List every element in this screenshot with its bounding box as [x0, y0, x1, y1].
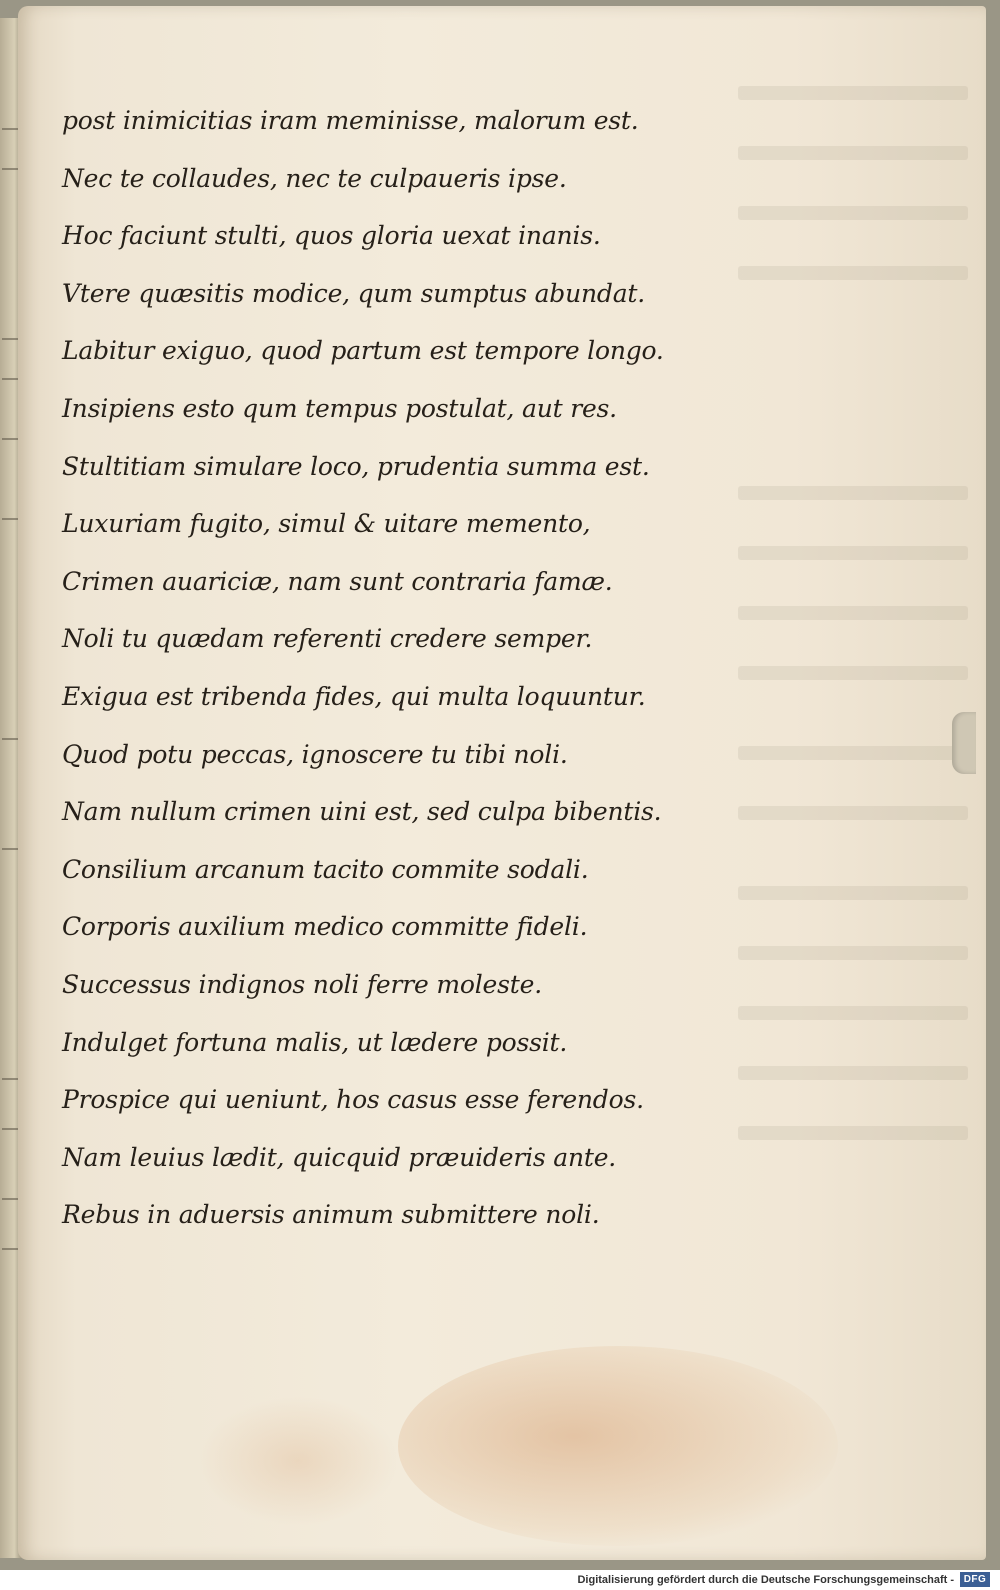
verse-line: Nam nullum crimen uini est, sed culpa bibentis. — [62, 797, 662, 827]
water-stain — [198, 1396, 398, 1526]
verse-line: Exigua est tribenda fides, qui multa loquuntur. — [62, 681, 646, 711]
verse-line: Quod potu peccas, ignoscere tu tibi noli. — [62, 739, 568, 769]
verse-line: Hoc faciunt stulti, quos gloria uexat inanis. — [62, 221, 601, 251]
verse-line: Vtere quæsitis modice, qum sumptus abundat. — [62, 278, 646, 308]
verse-line: Nec te collaudes, nec te culpaueris ipse. — [62, 163, 567, 193]
funding-credit: Digitalisierung gefördert durch die Deutsche Forschungsgemeinschaft - — [577, 1574, 954, 1586]
verse-line: Corporis auxilium medico committe fideli. — [62, 912, 588, 942]
digitization-footer — [0, 1570, 1000, 1590]
verse-line: Consilium arcanum tacito commite sodali. — [62, 854, 589, 884]
verse-list — [62, 92, 762, 1244]
verse-line: Rebus in aduersis animum submittere noli. — [62, 1200, 600, 1230]
verse-line: Nam leuius lædit, quicquid præuideris ante. — [62, 1142, 617, 1172]
verse-line: Luxuriam fugito, simul & uitare memento, — [62, 509, 591, 539]
verse-line: Labitur exiguo, quod partum est tempore longo. — [62, 336, 664, 366]
dfg-logo: DFG — [960, 1572, 990, 1587]
page-tab-marker — [952, 712, 976, 774]
verse-line: Indulget fortuna malis, ut lædere possit. — [62, 1027, 568, 1057]
verse-line: Prospice qui ueniunt, hos casus esse ferendos. — [62, 1085, 644, 1115]
verse-line: post inimicitias iram meminisse, malorum est. — [62, 106, 639, 135]
verse-line: Insipiens esto qum tempus postulat, aut res. — [62, 393, 617, 423]
verse-line: Noli tu quædam referenti credere semper. — [62, 624, 593, 654]
water-stain — [398, 1346, 838, 1546]
verse-line: Stultitiam simulare loco, prudentia summa est. — [62, 451, 650, 481]
verse-line: Crimen auariciæ, nam sunt contraria famæ. — [62, 566, 613, 596]
verse-line: Successus indignos noli ferre moleste. — [62, 969, 542, 999]
